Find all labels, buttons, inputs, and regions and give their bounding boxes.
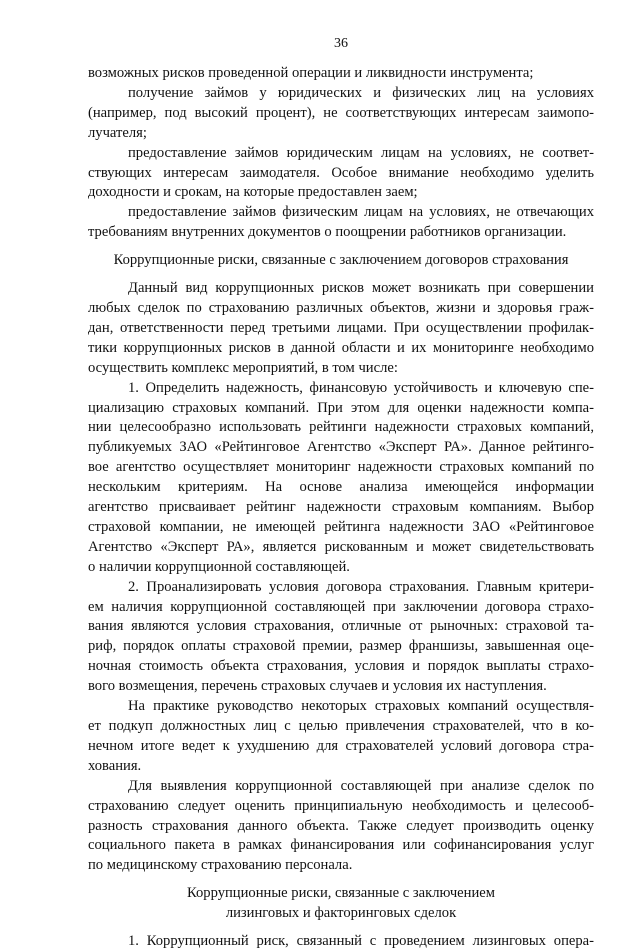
text-line: социального пакета в рамках финансирования или софинансирования услуг <box>88 837 594 854</box>
page-number: 36 <box>334 36 348 51</box>
section-heading-insurance <box>88 251 594 271</box>
paragraph-4 <box>88 203 594 243</box>
text-line: получение займов у юридических и физических лиц на условиях <box>128 84 594 101</box>
text-line: лучателя; <box>88 124 147 141</box>
heading-line: Коррупционные риски, связанные с заключением договоров страхования <box>113 252 569 269</box>
text-line: вое агентство осуществляет мониторинг надежности страховых компаний по <box>88 459 594 476</box>
text-line: нескольким критериям. На основе анализа имеющейся информации <box>88 479 594 496</box>
text-line: 1. Определить надежность, финансовую устойчивость и ключевую спе- <box>128 379 594 396</box>
paragraph-2 <box>88 84 594 144</box>
text-line: 1. Коррупционный риск, связанный с проведением лизинговых опера- <box>128 933 594 950</box>
text-line: о наличии коррупционной составляющей. <box>88 558 350 575</box>
text-line: ночная стоимость объекта страхования, условия и порядок выплаты страхо- <box>88 658 594 675</box>
paragraph-1 <box>88 64 594 84</box>
paragraph-7 <box>88 578 594 697</box>
text-line: Для выявления коррупционной составляющей при анализе сделок по <box>128 777 594 794</box>
paragraph-10 <box>88 932 594 952</box>
text-line: публикуемых ЗАО «Рейтинговое Агентство «Эксперт РА». Данное рейтинго- <box>88 439 594 456</box>
section-heading-leasing <box>88 884 594 924</box>
text-line: ем наличия коррупционной составляющей при заключении договора страхо- <box>88 598 594 615</box>
text-line: 2. Проанализировать условия договора страхования. Главным критери- <box>128 578 594 595</box>
paragraph-5 <box>88 279 594 379</box>
text-line: разность страхования данного объекта. Также следует производить оценку <box>88 817 594 834</box>
text-line: хования. <box>88 757 142 774</box>
text-line: риф, порядок оплаты страховой премии, размер франшизы, завышенная оце- <box>88 638 594 655</box>
heading-line: Коррупционные риски, связанные с заключением <box>187 885 495 902</box>
paragraph-9 <box>88 777 594 877</box>
text-line: циализацию страховых компаний. При этом для оценки надежности компа- <box>88 399 594 416</box>
paragraph-3 <box>88 144 594 204</box>
text-line: ствующих интересам заимодателя. Особое внимание необходимо уделить <box>88 164 594 181</box>
text-line: вого возмещения, перечень страховых случаев и условия их наступления. <box>88 678 547 695</box>
text-line: нечном итоге ведет к ухудшению для страхователей условий договора стра- <box>88 737 594 754</box>
text-line: страховой компании, не имеющей рейтинга надежности ЗАО «Рейтинговое <box>88 518 594 535</box>
text-line: предоставление займов физическим лицам на условиях, не отвечающих <box>128 204 594 221</box>
text-line: нии целесообразно использовать рейтинги надежности страховых компаний, <box>88 419 594 436</box>
text-line: предоставление займов юридическим лицам на условиях, не соответ- <box>128 144 594 161</box>
text-line: возможных рисков проведенной операции и ликвидности инструмента; <box>88 65 534 81</box>
text-line: (например, под высокий процент), не соответствующих интересам заимопо- <box>88 104 594 121</box>
text-line: Агентство «Эксперт РА», является рискованным и может свидетельствовать <box>88 538 594 555</box>
text-line: доходности и срокам, на которые предоставлен заем; <box>88 184 418 201</box>
text-line: Данный вид коррупционных рисков может возникать при совершении <box>128 280 594 297</box>
text-line: тики коррупционных рисков в данной области и их мониторинге необходимо <box>88 339 594 356</box>
paragraph-6 <box>88 379 594 578</box>
text-line: На практике руководство некоторых страховых компаний осуществля- <box>128 698 594 715</box>
text-line: осуществить комплекс мероприятий, в том числе: <box>88 359 398 376</box>
text-line: любых сделок по страхованию различных объектов, жизни и здоровья граж- <box>88 299 594 316</box>
text-line: страхованию следует оценить принципиальную необходимость и целесооб- <box>88 797 594 814</box>
text-line: вания являются условия страхования, отличные от рыночных: страховой та- <box>88 618 594 635</box>
text-line: требованиям внутренних документов о поощрении работников организации. <box>88 224 567 241</box>
heading-line: лизинговых и факторинговых сделок <box>225 905 457 922</box>
text-line: ет подкуп должностных лиц с целью привлечения страхователей, что в ко- <box>88 718 594 734</box>
paragraph-8 <box>88 697 594 777</box>
text-line: дан, ответственности перед третьими лицами. При осуществлении профилак- <box>88 319 594 336</box>
text-line: по медицинскому страхованию персонала. <box>88 857 353 874</box>
text-line: агентство присваивает рейтинг надежности страховым компаниям. Выбор <box>88 499 594 516</box>
